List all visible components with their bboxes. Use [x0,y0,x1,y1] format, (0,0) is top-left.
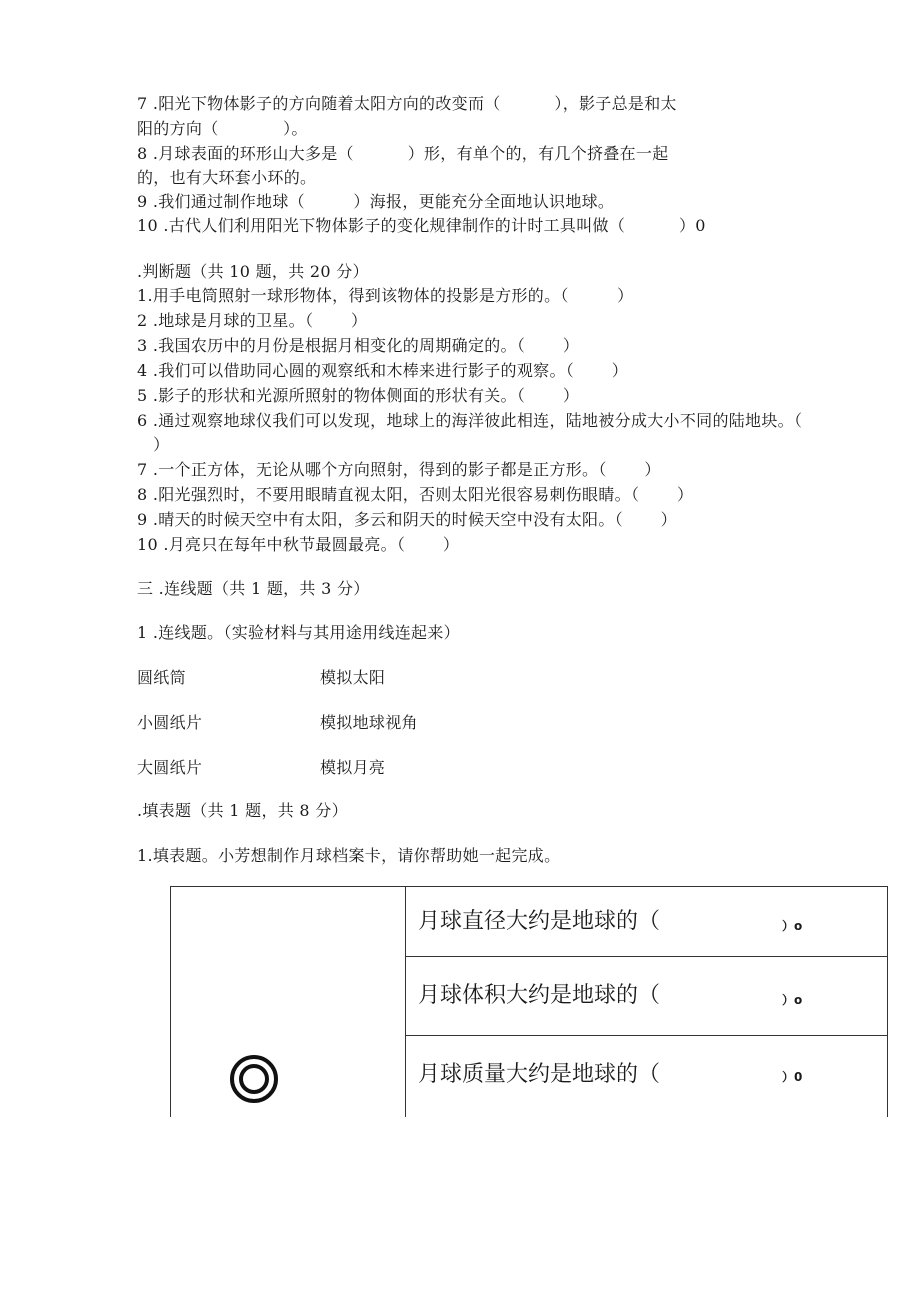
judge-item-continuation: ） [137,435,170,454]
matching-left-item: 小圆纸片 [137,713,203,732]
question-7-line2: 阳的方向（ ）。 [137,119,308,138]
table-row [406,887,887,957]
question-9: 9 .我们通过制作地球（ ）海报，更能充分全面地认识地球。 [137,192,615,211]
table-row-text: 月球质量大约是地球的（ [418,1062,661,1087]
judge-item: 5 .影子的形状和光源所照射的物体侧面的形状有关。（ ） [137,386,580,405]
judge-item: 10 .月亮只在每年中秋节最圆最亮。（ ） [137,535,460,554]
judge-item: 1.用手电筒照射一球形物体，得到该物体的投影是方形的。（ ） [137,286,634,305]
matching-right-item: 模拟地球视角 [320,713,418,732]
table-row-end: ）o [782,919,803,933]
table-row [406,957,887,1036]
judge-item: 8 .阳光强烈时，不要用眼睛直视太阳，否则太阳光很容易刺伤眼睛。（ ） [137,485,694,504]
judge-item: 4 .我们可以借助同心圆的观察纸和木棒来进行影子的观察。（ ） [137,361,629,380]
table-image-cell [171,887,406,1117]
judge-item: 7 .一个正方体，无论从哪个方向照射，得到的影子都是正方形。（ ） [137,460,661,479]
question-7-line1: 7 .阳光下物体影子的方向随着太阳方向的改变而（ ），影子总是和太 [137,94,677,113]
matching-section-header: 三 .连线题（共 1 题，共 3 分） [137,579,370,598]
matching-right-item: 模拟太阳 [320,668,386,687]
table-row-end: ）0 [782,1070,803,1084]
judge-section-header: .判断题（共 10 题，共 20 分） [137,262,369,281]
table-row [406,1036,887,1117]
concentric-circle-icon [229,1054,279,1104]
question-8-line1: 8 .月球表面的环形山大多是（ ）形，有单个的，有几个挤叠在一起 [137,144,669,163]
judge-item: 9 .晴天的时候天空中有太阳，多云和阴天的时候天空中没有太阳。（ ） [137,510,677,529]
matching-left-item: 圆纸筒 [137,668,186,687]
question-8-line2: 的，也有大环套小环的。 [137,168,317,187]
table-section-header: .填表题（共 1 题，共 8 分） [137,801,348,820]
table-question: 1.填表题。小芳想制作月球档案卡，请你帮助她一起完成。 [137,846,561,865]
moon-record-table [170,886,888,1117]
judge-item: 3 .我国农历中的月份是根据月相变化的周期确定的。（ ） [137,336,580,355]
matching-left-item: 大圆纸片 [137,758,203,777]
judge-item: 2 .地球是月球的卫星。（ ） [137,311,368,330]
table-row-text: 月球直径大约是地球的（ [418,909,661,934]
judge-item: 6 .通过观察地球仪我们可以发现，地球上的海洋彼此相连，陆地被分成大小不同的陆地块。（ [137,411,803,430]
table-row-end: ）o [782,993,803,1007]
table-row-text: 月球体积大约是地球的（ [418,983,661,1008]
matching-right-item: 模拟月亮 [320,758,386,777]
matching-question: 1 .连线题。（实验材料与其用途用线连起来） [137,623,460,642]
question-10: 10 .古代人们利用阳光下物体影子的变化规律制作的计时工具叫做（ ）0 [137,216,706,235]
